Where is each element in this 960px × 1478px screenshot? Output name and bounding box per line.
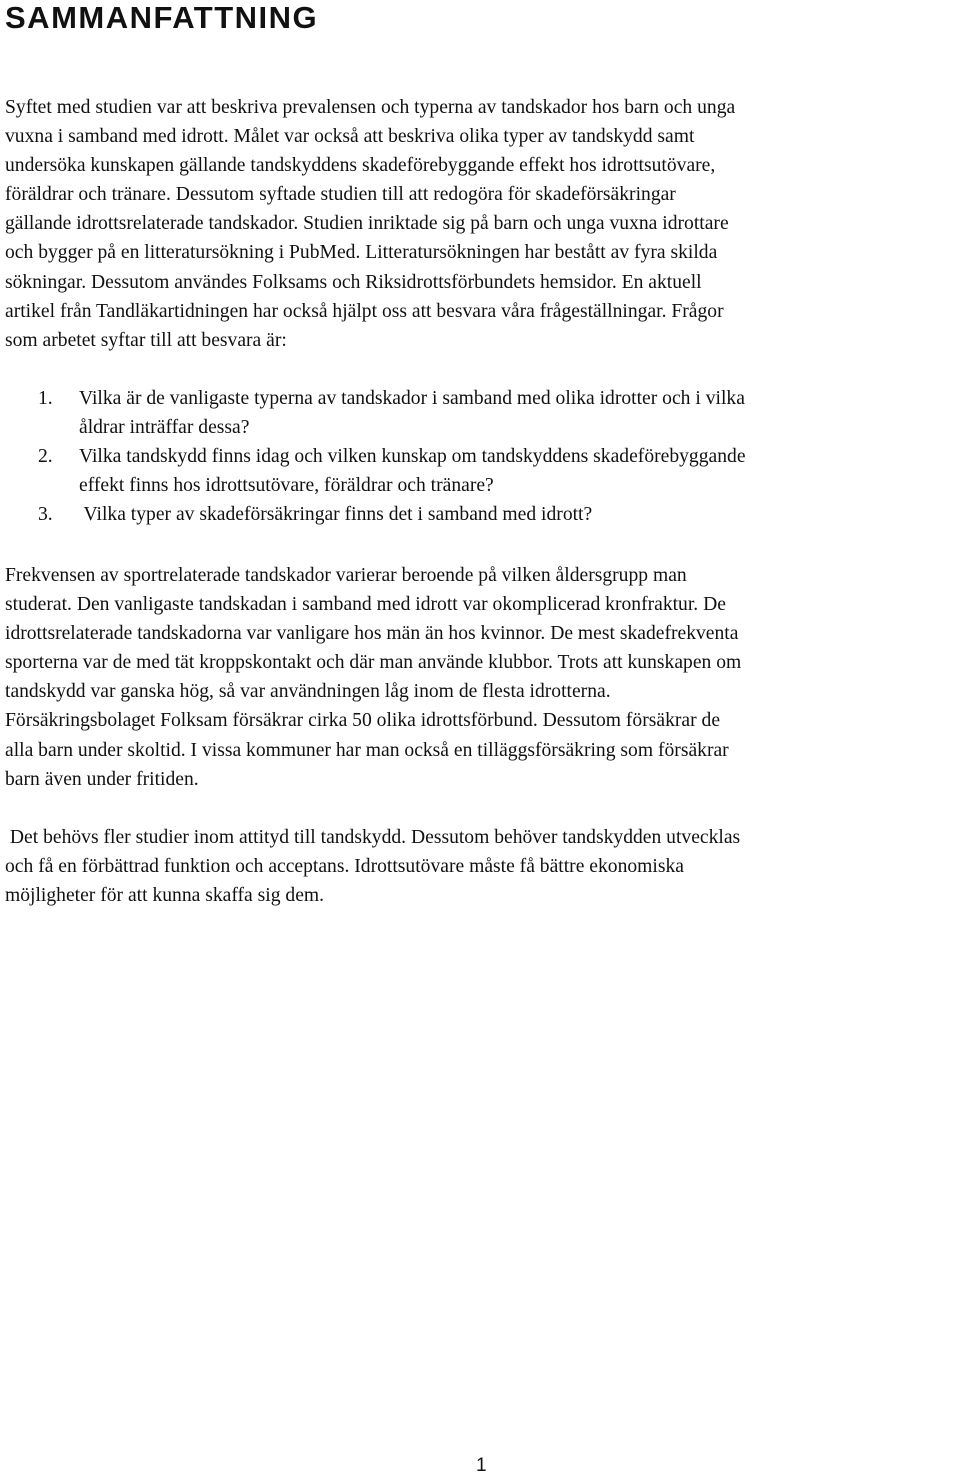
question-text-line: effekt finns hos idrottsutövare, föräldrar och tränare?	[79, 475, 494, 497]
research-question-item	[5, 500, 746, 529]
text-line: föräldrar och tränare. Dessutom syftade studien till att redogöra för skadeförsäkringar	[5, 184, 676, 206]
question-text-line: Vilka typer av skadeförsäkringar finns det i samband med idrott?	[79, 504, 593, 526]
text-line: artikel från Tandläkartidningen har också hjälpt oss att besvara våra frågeställningar. Frågor	[5, 300, 724, 322]
page-number: 1	[476, 1455, 487, 1476]
text-line: sökningar. Dessutom användes Folksams och Riksidrottsförbundets hemsidor. En aktuell	[5, 271, 702, 293]
question-text-line: åldrar inträffar dessa?	[79, 417, 250, 439]
text-line: alla barn under skoltid. I vissa kommuner har man också en tilläggsförsäkring som försäkrar	[5, 739, 729, 761]
text-line: och bygger på en litteratursökning i PubMed. Litteratursökningen har bestått av fyra skilda	[5, 242, 718, 264]
text-line: studerat. Den vanligaste tandskadan i samband med idrott var okomplicerad kronfraktur. De	[5, 594, 726, 616]
text-line: Försäkringsbolaget Folksam försäkrar cirka 50 olika idrottsförbund. Dessutom försäkrar de	[5, 710, 721, 732]
text-line: tandskydd var ganska hög, så var användningen låg inom de flesta idrotterna.	[5, 681, 611, 703]
text-line: sporterna var de med tät kroppskontakt och där man använde klubbor. Trots att kunskapen om	[5, 652, 742, 674]
research-question-item	[5, 442, 746, 500]
text-line: idrottsrelaterade tandskadorna var vanligare hos män än hos kvinnor. De mest skadefrekventa	[5, 623, 739, 645]
summary-paragraph-conclusion	[5, 823, 740, 910]
text-line: som arbetet syftar till att besvara är:	[5, 329, 287, 351]
text-line: undersöka kunskapen gällande tandskyddens skadeförebyggande effekt hos idrottsutövare,	[5, 155, 716, 177]
section-heading: SAMMANFATTNING	[5, 0, 319, 35]
summary-paragraph-purpose	[5, 93, 735, 355]
question-text-line: Vilka tandskydd finns idag och vilken kunskap om tandskyddens skadeförebyggande	[79, 446, 746, 468]
text-line: vuxna i samband med idrott. Målet var också att beskriva olika typer av tandskydd samt	[5, 126, 695, 148]
text-line: barn även under fritiden.	[5, 768, 199, 790]
summary-paragraph-results	[5, 561, 741, 794]
text-line: gällande idrottsrelaterade tandskador. Studien inriktade sig på barn och unga vuxna idrottare	[5, 213, 729, 235]
question-number: 1.	[38, 388, 53, 409]
text-line: Frekvensen av sportrelaterade tandskador varierar beroende på vilken åldersgrupp man	[5, 565, 687, 586]
text-line: Det behövs fler studier inom attityd till tandskydd. Dessutom behöver tandskydden utvecklas	[5, 827, 741, 848]
text-line: och få en förbättrad funktion och acceptans. Idrottsutövare måste få bättre ekonomiska	[5, 856, 684, 878]
question-number: 3.	[38, 504, 53, 526]
research-question-item	[5, 384, 746, 442]
question-text-line: Vilka är de vanligaste typerna av tandskador i samband med olika idrotter och i vilka	[79, 388, 745, 409]
question-number: 2.	[38, 446, 53, 468]
research-questions-list	[5, 384, 746, 529]
text-line: Syftet med studien var att beskriva prevalensen och typerna av tandskador hos barn och unga	[5, 97, 736, 118]
text-line: möjligheter för att kunna skaffa sig dem.	[5, 885, 325, 907]
